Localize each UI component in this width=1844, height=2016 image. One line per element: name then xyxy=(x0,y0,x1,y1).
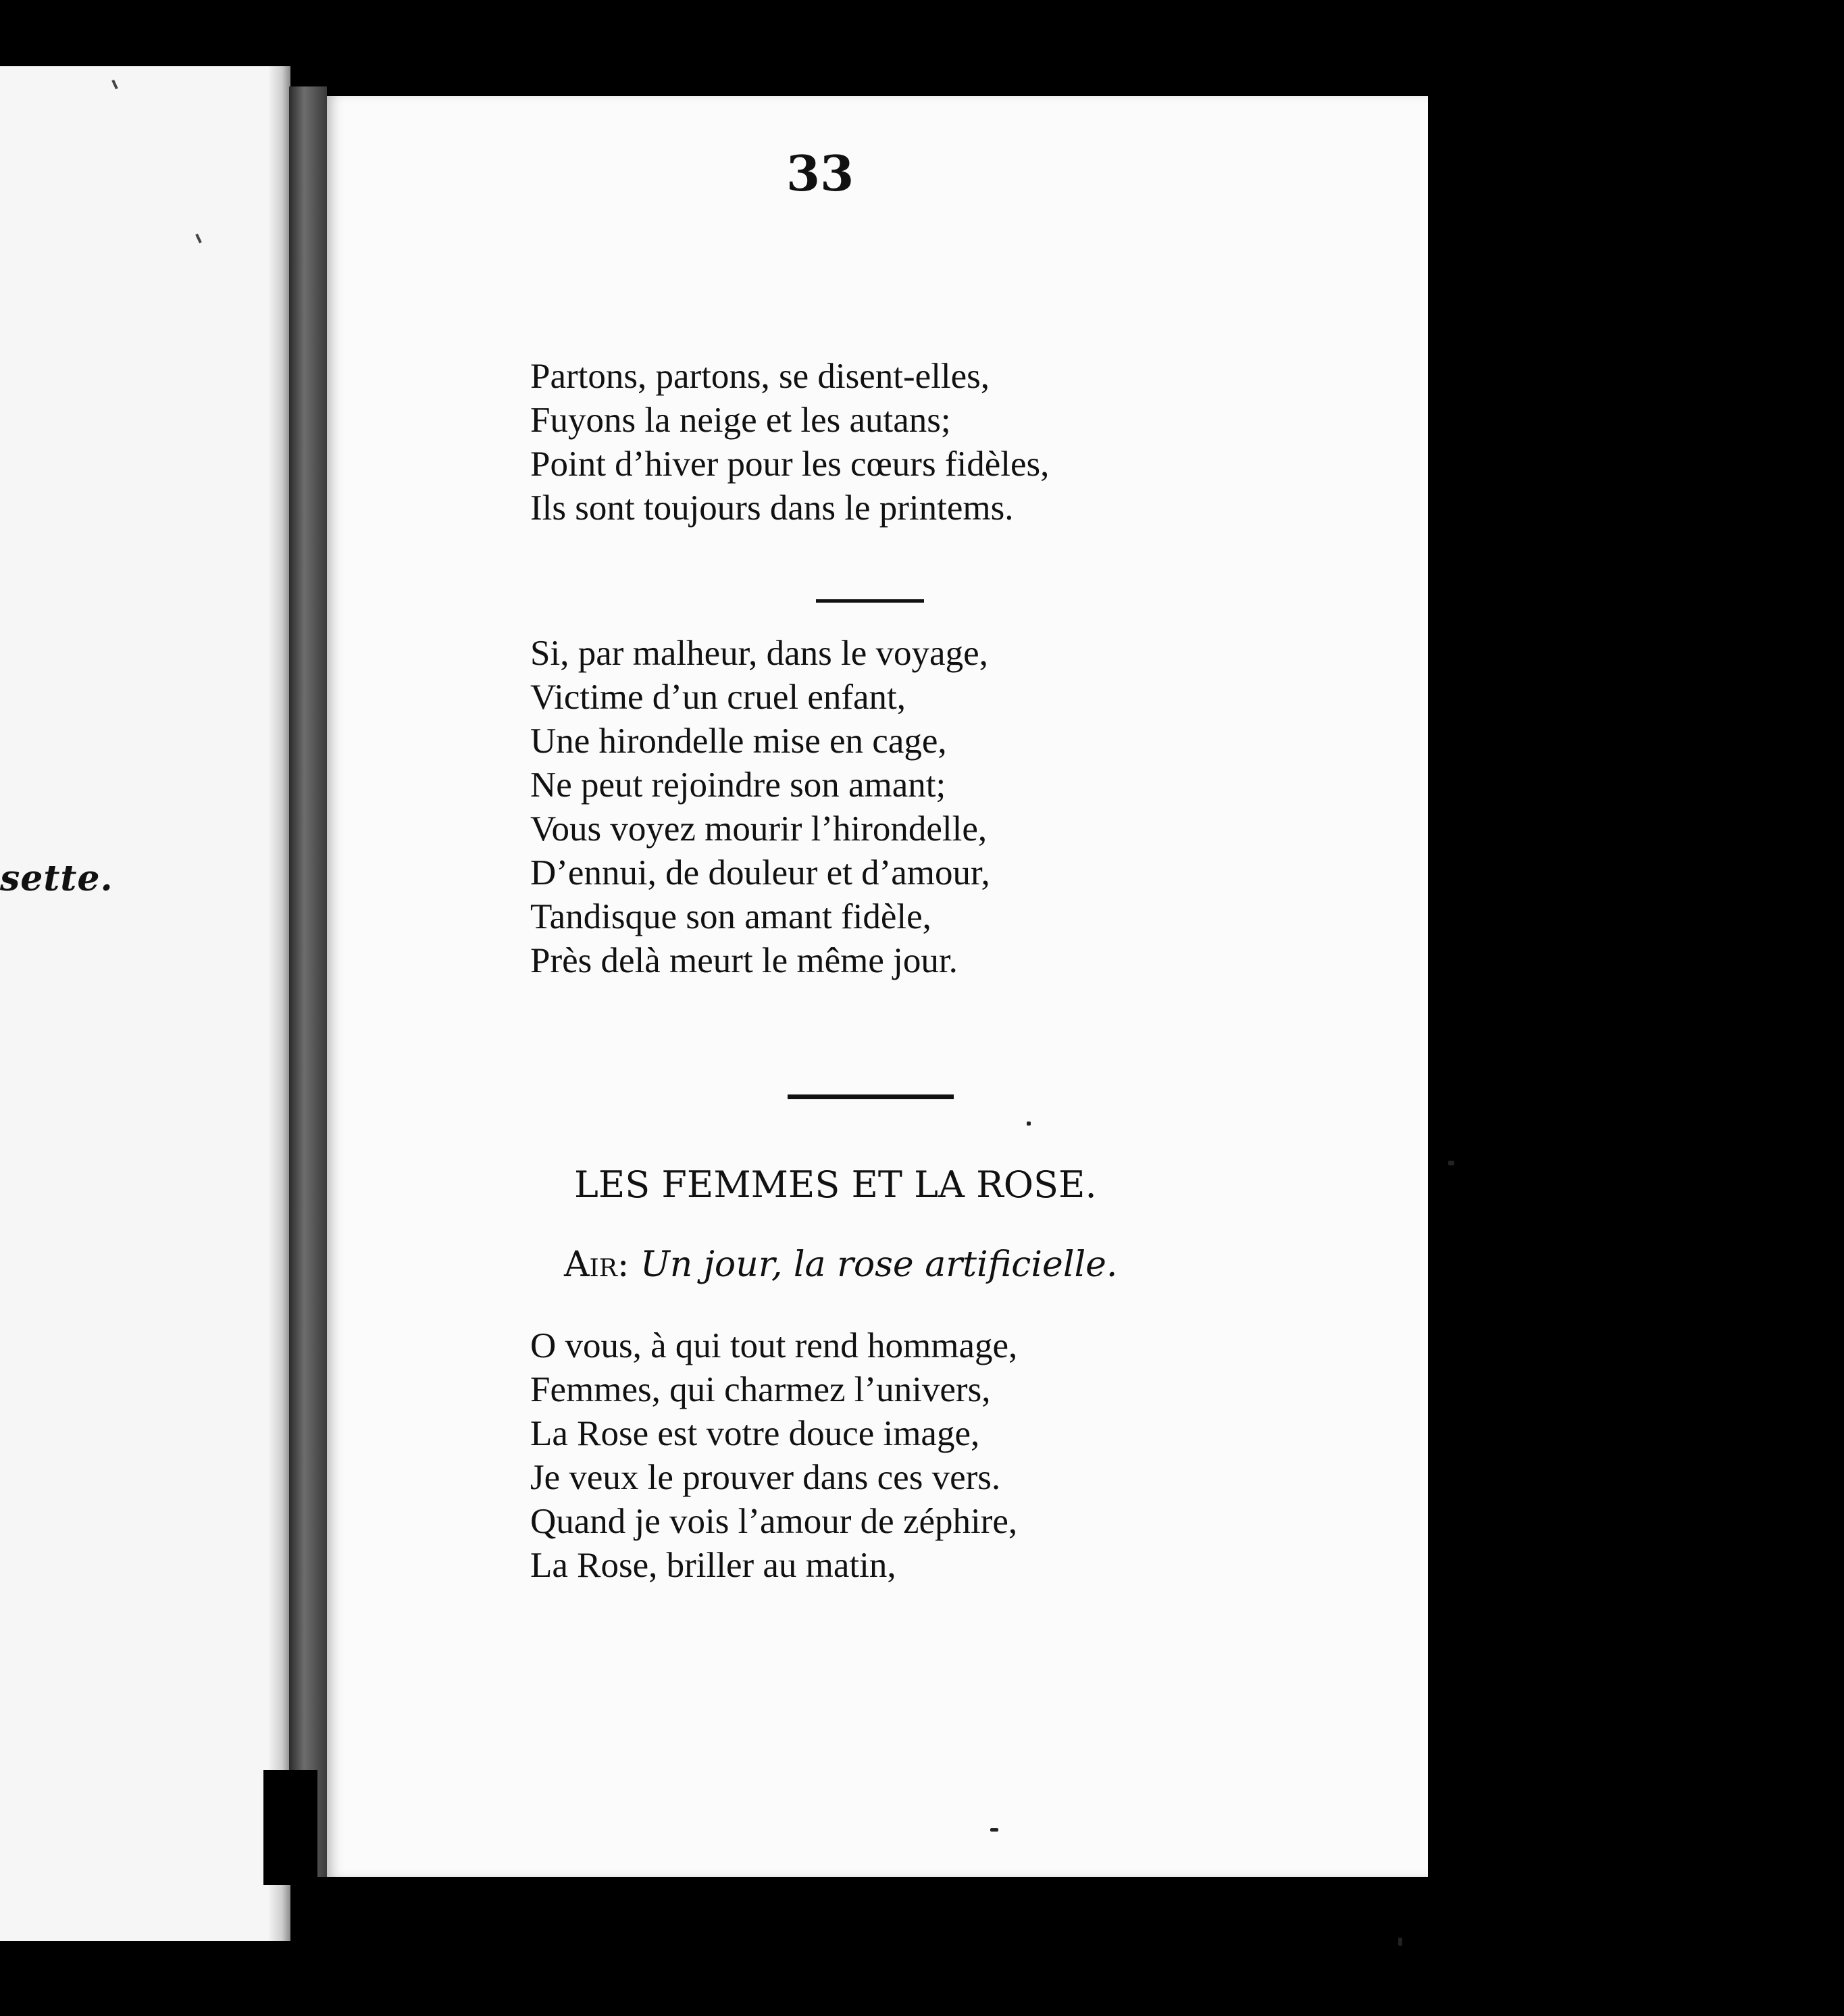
stanza-divider xyxy=(816,599,924,603)
show-through-text: Partons, partons, se xyxy=(1502,380,1844,419)
stanza-3 xyxy=(530,1324,1341,1588)
verse-line: O vous, à qui tout rend hommage, xyxy=(530,1326,1018,1365)
ink-speck xyxy=(1027,1122,1031,1126)
page-number: 33 xyxy=(786,145,854,202)
facing-page xyxy=(0,66,289,1941)
verse-line: Ils sont toujours dans le printems. xyxy=(530,488,1014,528)
verse-line: Tandisque son amant fidèle, xyxy=(530,897,931,936)
verse-line: Près delà meurt le même jour. xyxy=(530,941,958,980)
verse-line: Je veux le prouver dans ces vers. xyxy=(530,1458,1001,1497)
verse-line: La Rose est votre douce image, xyxy=(530,1414,980,1453)
verse-line: Ne peut rejoindre son amant; xyxy=(530,765,946,805)
facing-page-fragment: sette. xyxy=(0,858,113,899)
air-line xyxy=(564,1244,1117,1285)
section-divider xyxy=(788,1094,954,1099)
verse-line: Victime d’un cruel enfant, xyxy=(530,678,906,717)
stanza-1 xyxy=(530,355,1341,530)
gutter-shadow xyxy=(263,1770,317,1885)
ink-speck xyxy=(990,1828,998,1832)
stanza-2 xyxy=(530,632,1341,983)
verse-line: Une hirondelle mise en cage, xyxy=(530,722,947,761)
verse-line: D’ennui, de douleur et d’amour, xyxy=(530,853,990,892)
air-label: Air: xyxy=(564,1244,630,1285)
verse-line: Femmes, qui charmez l’univers, xyxy=(530,1370,991,1409)
book-gutter xyxy=(289,86,327,1877)
verse-line: Si, par malheur, dans le voyage, xyxy=(530,634,988,673)
verse-line: Partons, partons, se disent-elles, xyxy=(530,357,990,396)
verse-line: Vous voyez mourir l’hirondelle, xyxy=(530,809,988,849)
page-curl-shadow xyxy=(269,66,290,1941)
verse-line: Quand je vois l’amour de zéphire, xyxy=(530,1502,1018,1541)
air-tune: Un jour, la rose artificielle. xyxy=(640,1244,1118,1285)
song-title: LES FEMMES ET LA ROSE. xyxy=(574,1163,1097,1206)
verse-line: Fuyons la neige et les autans; xyxy=(530,401,951,440)
ink-speck xyxy=(1398,1938,1402,1946)
ink-speck xyxy=(1448,1161,1454,1165)
verse-line: Point d’hiver pour les cœurs fidèles, xyxy=(530,445,1050,484)
verse-line: La Rose, briller au matin, xyxy=(530,1546,896,1585)
